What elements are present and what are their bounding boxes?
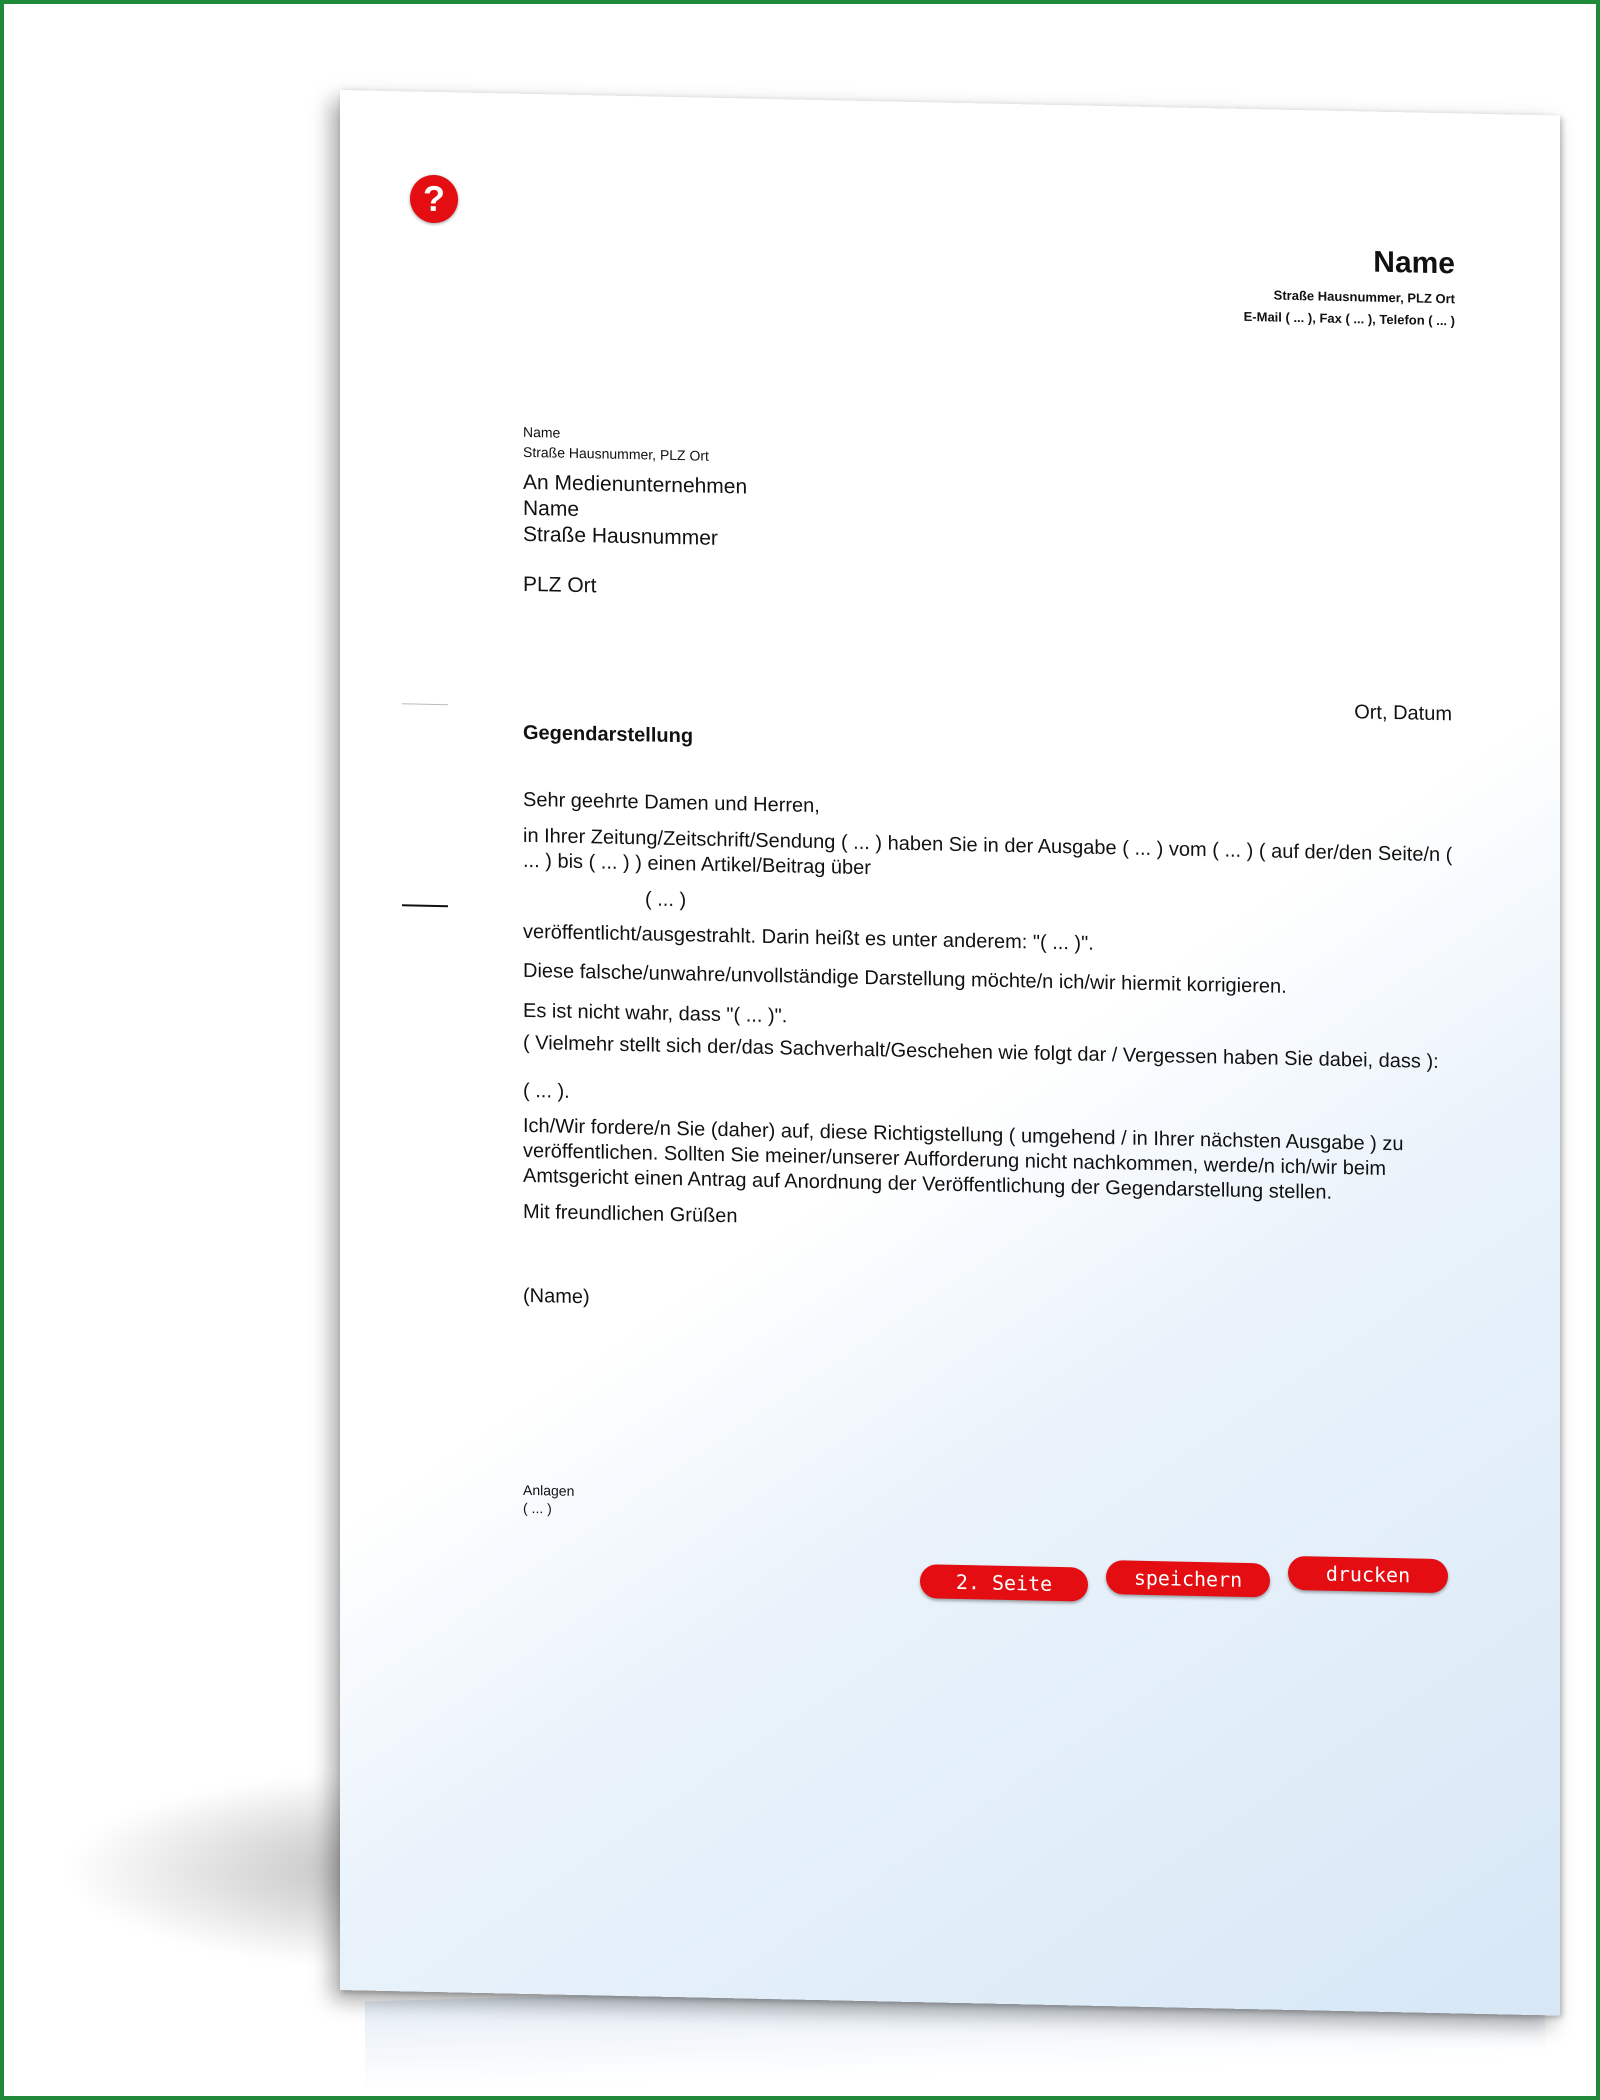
punch-mark (402, 904, 448, 907)
paragraph-5: Es ist nicht wahr, dass "( ... )". (523, 999, 788, 1028)
paragraph-8: Ich/Wir fordere/n Sie (daher) auf, diese Richtigstellung ( umgehend / in Ihrer nächsten Ausgabe ) zu veröffentlichen. Sollten Sie meiner/unserer Aufforderung nicht nachkommen, werde/n ich/wir beim Amtsgericht einen Antrag auf Anordnung der Veröffentlichung der Gegendarstellung stellen. (523, 1114, 1404, 1204)
paragraph-3: veröffentlicht/ausgestrahlt. Darin heißt es unter anderem: "( ... )". (523, 920, 1094, 955)
recipient-line-4: PLZ Ort (523, 572, 597, 598)
sender-name: Name (1373, 245, 1455, 281)
subject-line: Gegendarstellung (523, 721, 694, 748)
paragraph-7: ( ... ). (523, 1079, 570, 1103)
recipient-line-2: Name (523, 496, 580, 522)
place-date: Ort, Datum (1354, 701, 1452, 726)
fold-mark (402, 703, 448, 705)
return-address-street: Straße Hausnummer, PLZ Ort (523, 443, 709, 464)
closing: Mit freundlichen Grüßen (523, 1200, 738, 1228)
return-address-name: Name (523, 423, 561, 441)
recipient-line-3: Straße Hausnummer (523, 522, 718, 550)
paragraph-4: Diese falsche/unwahre/unvollständige Darstellung möchte/n ich/wir hiermit korrigieren. (523, 959, 1287, 998)
sender-contact: E-Mail ( ... ), Fax ( ... ), Telefon ( ... ) (1243, 308, 1455, 329)
paragraph-1: in Ihrer Zeitung/Zeitschrift/Sendung ( ... ) haben Sie in der Ausgabe ( ... ) vom ( ... ) ( auf der/den Seite/n ( ... ) bis ( ... ) ) einen Artikel/Beitrag über (523, 824, 1453, 880)
attachments-value: ( ... ) (523, 1499, 552, 1517)
recipient-line-1: An Medienunternehmen (523, 470, 748, 499)
help-icon[interactable]: ? (410, 174, 458, 223)
save-button[interactable]: speichern (1106, 1560, 1270, 1597)
letter-page (340, 90, 1560, 2016)
signature: (Name) (523, 1284, 590, 1309)
sender-address: Straße Hausnummer, PLZ Ort (1273, 287, 1455, 307)
salutation: Sehr geehrte Damen und Herren, (523, 788, 820, 818)
print-button[interactable]: drucken (1288, 1556, 1448, 1593)
attachments-label: Anlagen (523, 1481, 575, 1499)
paragraph-6: ( Vielmehr stellt sich der/das Sachverhalt/Geschehen wie folgt dar / Vergessen haben Sie dabei, dass ): (523, 1031, 1439, 1074)
second-page-button[interactable]: 2. Seite (920, 1564, 1088, 1602)
paragraph-2: ( ... ) (645, 888, 687, 912)
